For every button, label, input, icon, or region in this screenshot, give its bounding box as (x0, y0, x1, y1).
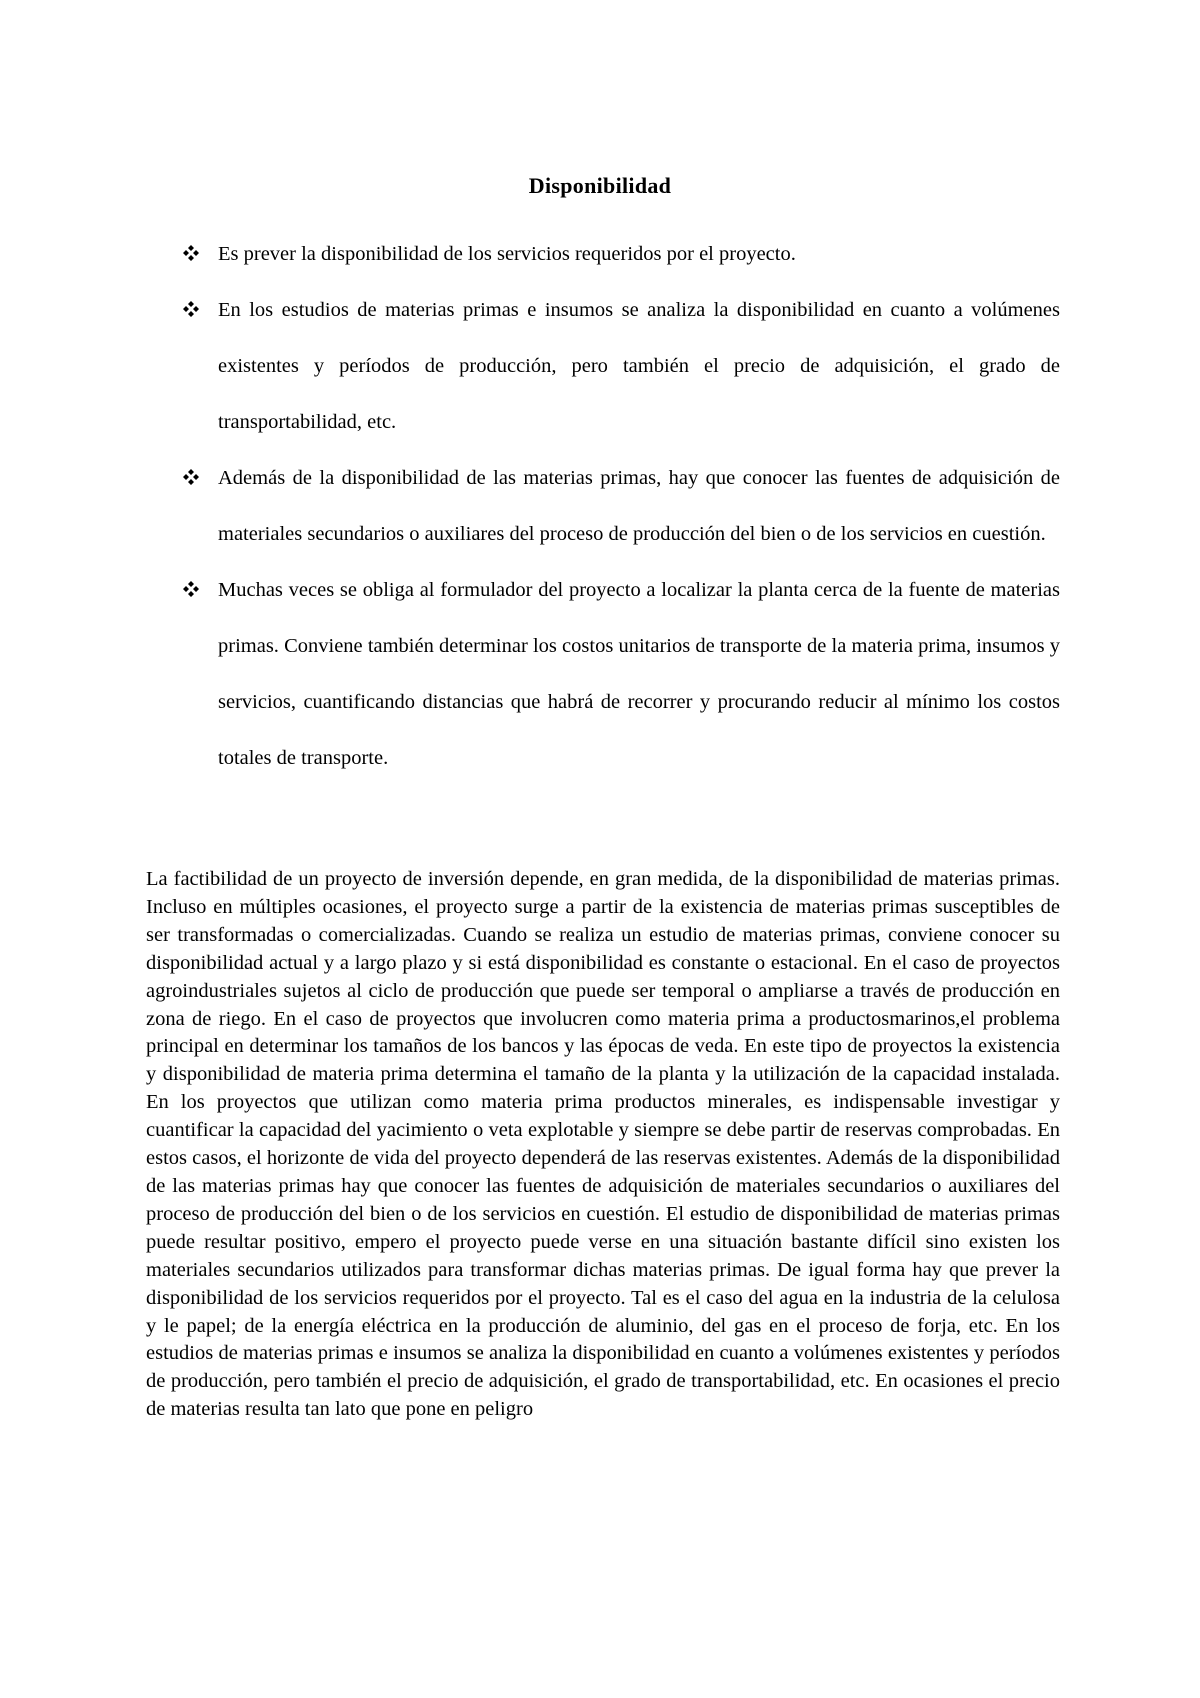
document-title: Disponibilidad (528, 173, 672, 198)
bullet-text: Es prever la disponibilidad de los servicios requeridos por el proyecto. (218, 243, 796, 265)
body-paragraph: La factibilidad de un proyecto de inversión depende, en gran medida, de la disponibilidad de materias primas. Incluso en múltiples ocasiones, el proyecto surge a partir de la existencia de materias primas susceptibles de ser transformadas o comercializadas. Cuando se realiza un estudio de materias primas, conviene conocer su disponibilidad actual y a largo plazo y si está disponibilidad es constante o estacional. En el caso de proyectos agroindustriales sujetos al ciclo de producción que puede ser temporal o ampliarse a través de producción en zona de riego. En el caso de proyectos que involucren como materia prima a productosmarinos,el problema principal en determinar los tamaños de los bancos y las épocas de veda. En este tipo de proyectos la existencia y disponibilidad de materia prima determina el tamaño de la planta y la utilización de la capacidad instalada. En los proyectos que utilizan como materia prima productos minerales, es indispensable investigar y cuantificar la capacidad del yacimiento o veta explotable y siempre se debe partir de reservas comprobadas. En estos casos, el horizonte de vida del proyecto dependerá de las reservas existentes. Además de la disponibilidad de las materias primas hay que conocer las fuentes de adquisición de materiales secundarios o auxiliares del proceso de producción del bien o de los servicios en cuestión. El estudio de disponibilidad de materias primas puede resultar positivo, empero el proyecto puede verse en una situación bastante difícil sino existen los materiales secundarios utilizados para transformar dichas materias primas. De igual forma hay que prever la disponibilidad de los servicios requeridos por el proyecto. Tal es el caso del agua en la industria de la celulosa y le papel; de la energía eléctrica en la producción de aluminio, del gas en el proceso de forja, etc. En los estudios de materias primas e insumos se analiza la disponibilidad en cuanto a volúmenes existentes y períodos de producción, pero también el precio de adquisición, el grado de transportabilidad, etc. En ocasiones el precio de materias resulta tan lato que pone en peligro (146, 868, 1060, 1421)
four-diamond-bullet-icon (180, 562, 202, 618)
bullet-text: Además de la disponibilidad de las materias primas, hay que conocer las fuentes de adquisición de materiales secundarios o auxiliares del proceso de producción del bien o de los servicios en cuestión. (218, 467, 1060, 545)
bullet-list (180, 226, 1060, 786)
bullet-text: En los estudios de materias primas e insumos se analiza la disponibilidad en cuanto a volúmenes existentes y períodos de producción, pero también el precio de adquisición, el grado de transportabilidad, etc. (218, 299, 1060, 433)
bullet-item (180, 226, 1060, 282)
bullet-item (180, 450, 1060, 562)
four-diamond-bullet-icon (180, 282, 202, 338)
four-diamond-bullet-icon (180, 226, 202, 282)
bullet-item (180, 562, 1060, 786)
four-diamond-bullet-icon (180, 450, 202, 506)
bullet-item (180, 282, 1060, 450)
bullet-text: Muchas veces se obliga al formulador del proyecto a localizar la planta cerca de la fuente de materias primas. Conviene también determinar los costos unitarios de transporte de la materia prima, insumos y servicios, cuantificando distancias que habrá de recorrer y procurando reducir al mínimo los costos totales de transporte. (218, 579, 1060, 769)
